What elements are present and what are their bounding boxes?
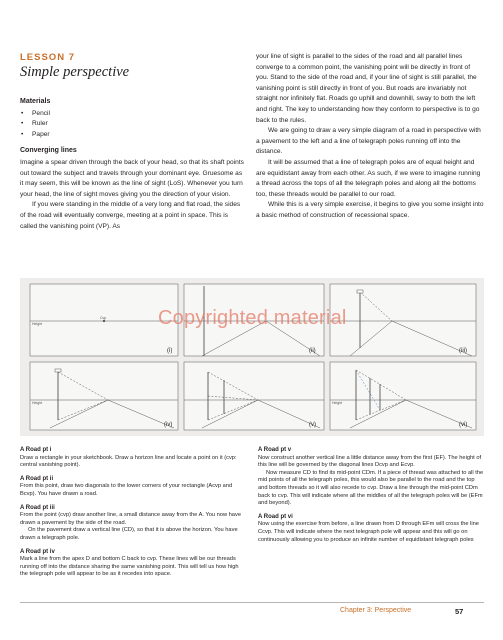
caption-block <box>20 505 244 543</box>
cvp-label: Cvp <box>100 316 107 320</box>
body-paragraph: We are going to draw a very simple diagram of a road in perspective with a pavement to the left and a line of telegraph poles running off into the distance. <box>256 127 481 156</box>
panel-label: (i) <box>167 348 173 354</box>
caption-heading: A Road pt ii <box>20 475 54 482</box>
caption-text: From this point, draw two diagonals to the lower corners of your rectangle (Acvp and Bcvp). You have drawn a road. <box>20 483 233 497</box>
panel-label: (ii) <box>309 348 316 354</box>
panel-iii <box>330 284 476 356</box>
lesson-label: LESSON 7 <box>20 52 75 63</box>
caption-heading: A Road pt vi <box>258 513 293 520</box>
caption-block <box>258 514 484 544</box>
panel-label: (iii) <box>459 348 467 354</box>
diagram-svg <box>20 278 484 436</box>
caption-text: From the point (cvp) draw another line, a small distance away from the A. You now have drawn a pavement by the side of the road. <box>20 512 241 526</box>
list-item: • Paper <box>20 130 246 141</box>
height-label: Height <box>332 401 343 405</box>
footer-chapter: Chapter 3: Perspective <box>340 607 412 614</box>
panel-i <box>30 284 178 356</box>
body-paragraph: While this is a very simple exercise, it begins to give you some insight into a basic method of construction of recessional space. <box>256 201 484 219</box>
perspective-diagram <box>20 278 484 436</box>
left-column <box>20 97 246 232</box>
list-item: • Ruler <box>20 119 246 130</box>
caption-heading: A Road pt iv <box>20 548 55 555</box>
panel-label: (vi) <box>459 422 468 428</box>
height-label: Height <box>32 322 43 326</box>
page-number: 57 <box>455 607 464 616</box>
panel-vi <box>330 362 476 430</box>
height-label: Height <box>32 401 43 405</box>
lesson-title: Simple perspective <box>20 64 130 80</box>
panel-label: (v) <box>309 422 316 428</box>
caption-block <box>20 549 244 579</box>
right-column <box>256 52 484 222</box>
caption-text: On the pavement draw a vertical line (CD), so that it is above the horizon. You have drawn a telegraph pole. <box>20 527 238 541</box>
caption-heading: A Road pt v <box>258 447 292 453</box>
converging-heading: Converging lines <box>20 147 77 155</box>
list-item: • Pencil <box>20 109 246 120</box>
caption-heading: A Road pt i <box>20 447 52 453</box>
caption-text: Mark a line from the apex D and bottom C back to cvp. These lines will be our threads running off into the distance sharing the same vanishing point. This will tell us how high the telegraph pole will appear to be as it recedes into space. <box>20 556 239 578</box>
watermark-text: Copyrighted material <box>158 307 347 329</box>
body-paragraph: It will be assumed that a line of telegraph poles are of equal height and are equidistant away from each other. As such, if we were to imagine running a thread across the tops of all the telegraph poles and along all the bottoms too, these threads would be parallel to our road. <box>256 158 481 198</box>
materials-heading: Materials <box>20 98 51 105</box>
body-paragraph: your line of sight is parallel to the sides of the road and all parallel lines converge to a common point, the vanishing point will be directly in front of you. Stand to the side of the road and, if your line of sight is still parallel, the vanishing point is still directly in front of you. But roads are invariably not straight nor infinitely flat. Roads go uphill and downhill, sway to both the left and right. The key to understanding how they conform to perspective is to go back to the rules. <box>256 53 480 124</box>
caption-block <box>20 447 244 470</box>
footer-divider <box>20 602 484 603</box>
body-paragraph: If you were standing in the middle of a very long and flat road, the sides of the road will eventually converge, meeting at a point in space. This is called the vanishing point (VP). As <box>20 201 241 230</box>
panel-iv <box>30 362 178 430</box>
captions-right <box>258 447 484 550</box>
caption-text: Now using the exercise from before, a line drawn from D through EFm will cross the line Ccvp. This will indicate where the next telegraph pole will appear and this will go on continuously allowing you to produce an infinite number of equidistant telegraph poles <box>258 521 479 543</box>
caption-text: Now measure CD to find its mid-point CDm. If a piece of thread was attached to all the mid points of all the telegraph poles, this would also be parallel to the road and the top and bottom threads so it will also recede to cvp. Draw a line through the mid-point CDm back to cvp. This will indicate where all the middles of all the telegraph poles will be (EFm and beyond). <box>258 469 484 507</box>
caption-block <box>20 476 244 499</box>
captions-left <box>20 447 244 585</box>
materials-list <box>20 109 246 141</box>
panel-v <box>184 362 324 430</box>
panel-label: (iv) <box>164 422 173 428</box>
caption-block <box>258 447 484 508</box>
caption-text: Now construct another vertical line a little distance away from the first (EF). The height of this line will be governed by the diagonal lines Dcvp and Ecvp. <box>258 454 482 469</box>
body-paragraph: Imagine a spear driven through the back of your head, so that its shaft points out toward the subject and travels through your dominant eye. Gruesome as it may seem, this will be known as the line of sight (LoS). Whenever you turn your head, the line of sight moves giving you the direction of your vision. <box>20 158 244 198</box>
caption-text: Draw a rectangle in your sketchbook. Draw a horizon line and locate a point on it (cvp: central vanishing point). <box>20 454 237 469</box>
caption-heading: A Road pt iii <box>20 504 55 511</box>
